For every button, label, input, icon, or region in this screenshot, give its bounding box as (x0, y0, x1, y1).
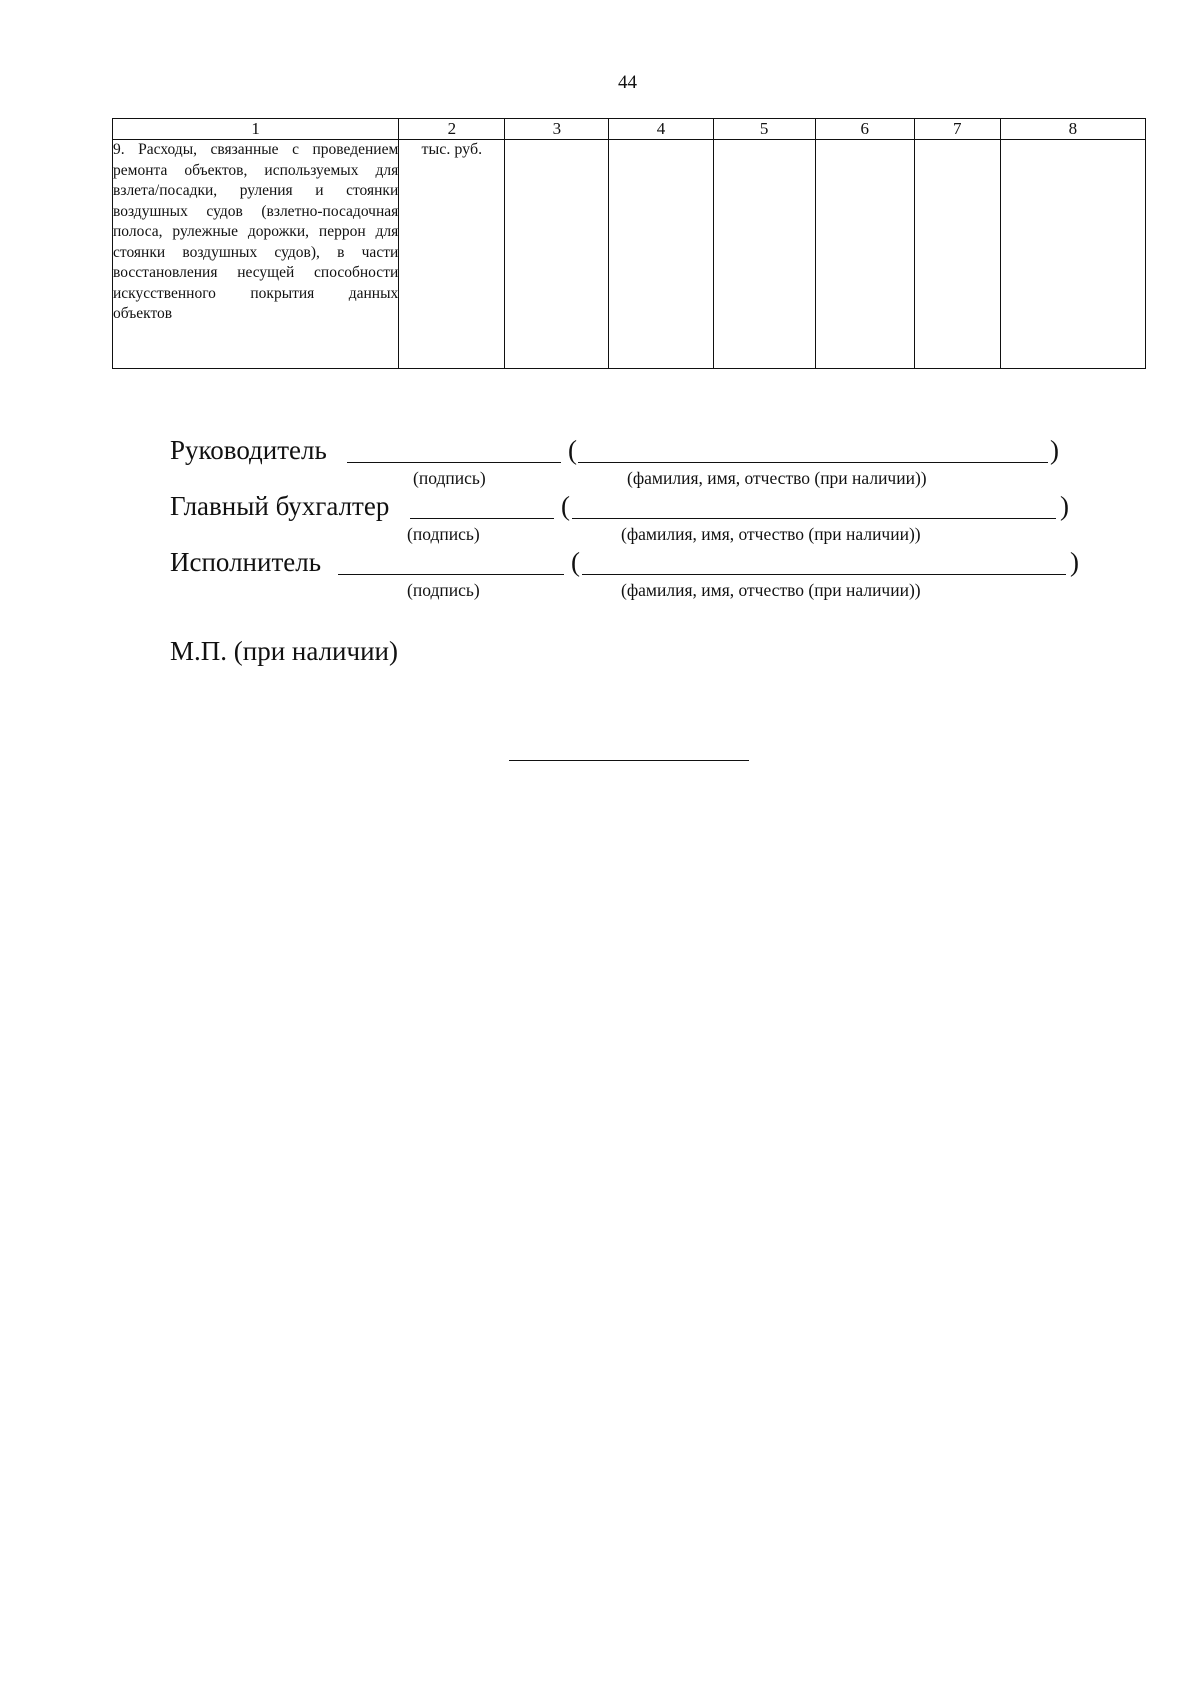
column-header-3: 3 (505, 119, 609, 140)
row-value-8 (1000, 140, 1145, 369)
paren-close-head: ) (1050, 435, 1059, 465)
signature-role-executor: Исполнитель (170, 547, 322, 577)
sign-caption-head: (подпись) (413, 468, 486, 488)
signature-row-executor (170, 548, 1090, 576)
signature-line-accountant (410, 518, 554, 519)
signature-role-accountant: Главный бухгалтер (170, 491, 390, 521)
column-header-2: 2 (399, 119, 505, 140)
signature-line-executor (338, 574, 564, 575)
stamp-label: М.П. (при наличии) (170, 636, 398, 666)
name-line-accountant (572, 518, 1056, 519)
table-header-row (113, 119, 1146, 140)
column-header-1: 1 (113, 119, 399, 140)
sign-caption-accountant: (подпись) (407, 524, 480, 544)
row-value-7 (914, 140, 1000, 369)
row-value-6 (815, 140, 914, 369)
name-caption-executor: (фамилия, имя, отчество (при наличии)) (621, 580, 921, 600)
row-unit: тыс. руб. (399, 140, 505, 369)
sign-caption-executor: (подпись) (407, 580, 480, 600)
row-description: 9. Расходы, связанные с проведением ремонта объектов, используемых для взлета/посадки, руления и стоянки воздушных судов (взлетно-посадочная полоса, рулежные дорожки, перрон для стоянки воздушных судов), в части восстановления несущей способности искусственного покрытия данных объектов (113, 140, 399, 369)
signature-row-head (170, 436, 1090, 464)
page-number: 44 (618, 72, 637, 93)
paren-close-executor: ) (1070, 547, 1079, 577)
column-header-7: 7 (914, 119, 1000, 140)
name-caption-head: (фамилия, имя, отчество (при наличии)) (627, 468, 927, 488)
paren-close-accountant: ) (1060, 491, 1069, 521)
end-divider (509, 760, 749, 761)
signature-row-accountant (170, 492, 1090, 520)
signature-line-head (347, 462, 561, 463)
signature-role-head: Руководитель (170, 435, 327, 465)
name-line-executor (582, 574, 1066, 575)
column-header-6: 6 (815, 119, 914, 140)
name-line-head (578, 462, 1048, 463)
name-caption-accountant: (фамилия, имя, отчество (при наличии)) (621, 524, 921, 544)
paren-open-executor: ( (571, 547, 580, 577)
row-value-4 (609, 140, 713, 369)
column-header-4: 4 (609, 119, 713, 140)
report-table (112, 118, 1146, 369)
row-value-5 (713, 140, 815, 369)
column-header-5: 5 (713, 119, 815, 140)
column-header-8: 8 (1000, 119, 1145, 140)
paren-open-accountant: ( (561, 491, 570, 521)
table-row (113, 140, 1146, 369)
paren-open-head: ( (568, 435, 577, 465)
row-value-3 (505, 140, 609, 369)
